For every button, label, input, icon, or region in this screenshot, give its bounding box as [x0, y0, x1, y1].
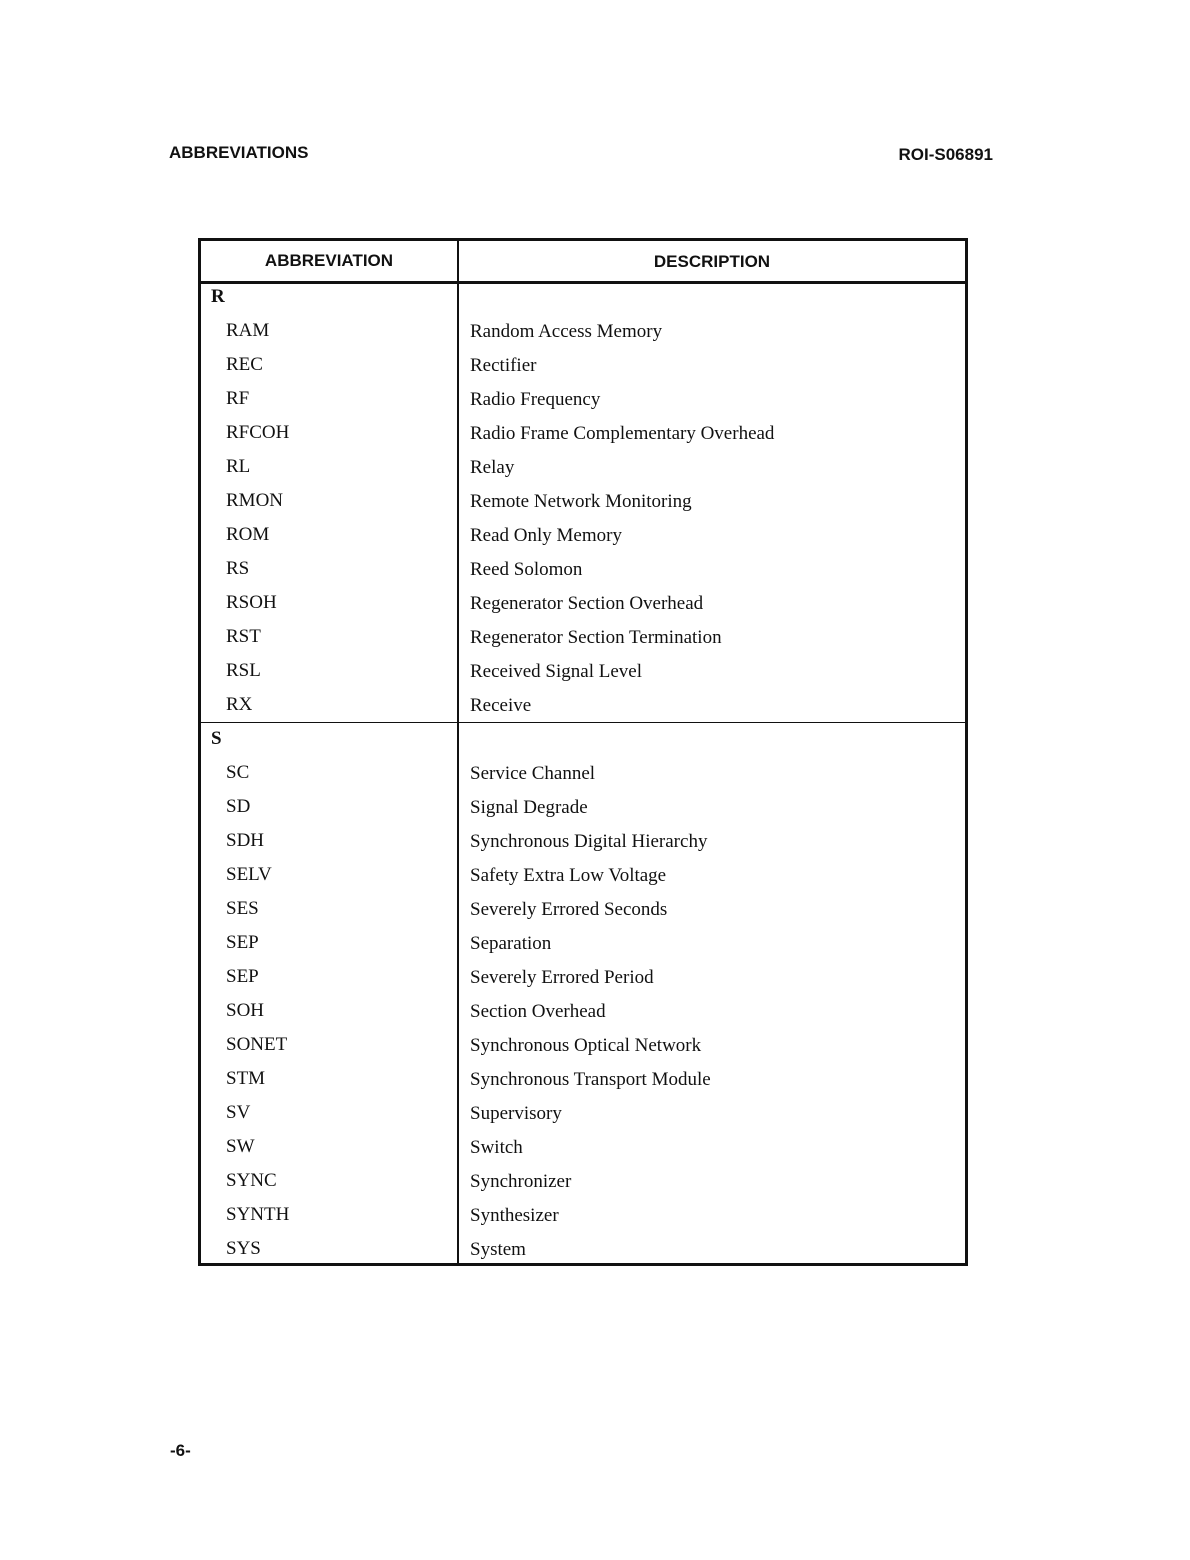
abbreviation-cell: RX — [226, 694, 253, 715]
abbreviation-cell: SC — [226, 762, 250, 783]
description-cell: Safety Extra Low Voltage — [470, 865, 667, 886]
table-row — [201, 1204, 965, 1238]
table-row — [201, 762, 965, 796]
table-row — [201, 1068, 965, 1102]
table-row — [201, 320, 965, 354]
table-row — [201, 864, 965, 898]
description-cell: Service Channel — [470, 763, 596, 784]
table-row — [201, 626, 965, 660]
abbreviation-cell: RSL — [226, 660, 261, 681]
abbreviation-cell: SEP — [226, 966, 259, 987]
description-cell: Regenerator Section Overhead — [470, 593, 704, 614]
table-row — [201, 1136, 965, 1170]
abbreviation-cell: RF — [226, 388, 250, 409]
abbreviation-cell: SONET — [226, 1034, 288, 1055]
description-cell: Switch — [470, 1137, 523, 1158]
page-number: -6- — [170, 1441, 191, 1460]
abbreviation-cell: SELV — [226, 864, 272, 885]
abbreviation-cell: RST — [226, 626, 261, 647]
abbreviations-table — [198, 238, 968, 1266]
description-cell: System — [470, 1239, 526, 1260]
abbreviation-cell: RL — [226, 456, 251, 477]
abbreviation-cell: RFCOH — [226, 422, 290, 443]
description-cell: Reed Solomon — [470, 559, 583, 580]
table-row — [201, 660, 965, 694]
table-row — [201, 354, 965, 388]
table-row — [201, 1170, 965, 1204]
table-row — [201, 932, 965, 966]
description-cell: Signal Degrade — [470, 797, 588, 818]
description-cell: Section Overhead — [470, 1001, 606, 1022]
description-cell: Severely Errored Period — [470, 967, 654, 988]
abbreviation-cell: RS — [226, 558, 250, 579]
description-cell: Synchronous Transport Module — [470, 1069, 711, 1090]
description-cell: Regenerator Section Termination — [470, 627, 722, 648]
table-row — [201, 592, 965, 626]
table-row — [201, 1102, 965, 1136]
description-cell: Rectifier — [470, 355, 537, 376]
abbreviation-cell: SW — [226, 1136, 255, 1157]
section-letter: R — [211, 286, 225, 307]
description-cell: Synchronizer — [470, 1171, 572, 1192]
table-row — [201, 1000, 965, 1034]
table-row — [201, 1034, 965, 1068]
abbreviation-cell: SDH — [226, 830, 265, 851]
table-row — [201, 694, 965, 728]
table-row — [201, 490, 965, 524]
description-cell: Separation — [470, 933, 552, 954]
table-row — [201, 422, 965, 456]
description-cell: Severely Errored Seconds — [470, 899, 668, 920]
table-row — [201, 830, 965, 864]
abbreviation-cell: SES — [226, 898, 259, 919]
description-cell: Relay — [470, 457, 515, 478]
abbreviation-cell: RMON — [226, 490, 284, 511]
description-cell: Radio Frame Complementary Overhead — [470, 423, 775, 444]
description-cell: Random Access Memory — [470, 321, 663, 342]
abbreviation-cell: REC — [226, 354, 263, 375]
abbreviation-cell: RAM — [226, 320, 270, 341]
section-row-r — [201, 286, 965, 320]
abbreviation-cell: SYS — [226, 1238, 261, 1259]
table-row — [201, 388, 965, 422]
document-id: ROI-S06891 — [898, 145, 993, 164]
description-cell: Supervisory — [470, 1103, 562, 1124]
abbreviation-cell: RSOH — [226, 592, 277, 613]
table-row — [201, 966, 965, 1000]
header-title: ABBREVIATIONS — [169, 143, 309, 162]
abbreviation-cell: SOH — [226, 1000, 265, 1021]
section-row-s — [201, 728, 965, 762]
description-cell: Read Only Memory — [470, 525, 622, 546]
table-row — [201, 456, 965, 490]
table-header — [201, 241, 965, 284]
description-cell: Radio Frequency — [470, 389, 601, 410]
table-body — [201, 286, 965, 1272]
table-row — [201, 898, 965, 932]
abbreviation-cell: SYNTH — [226, 1204, 290, 1225]
column-header-abbreviation: ABBREVIATION — [264, 251, 394, 270]
abbreviation-cell: STM — [226, 1068, 266, 1089]
description-cell: Synchronous Optical Network — [470, 1035, 702, 1056]
description-cell: Synthesizer — [470, 1205, 559, 1226]
table-row — [201, 1238, 965, 1272]
abbreviation-cell: SYNC — [226, 1170, 277, 1191]
table-row — [201, 524, 965, 558]
column-header-description: DESCRIPTION — [653, 252, 771, 271]
description-cell: Synchronous Digital Hierarchy — [470, 831, 708, 852]
description-cell: Remote Network Monitoring — [470, 491, 692, 512]
abbreviation-cell: ROM — [226, 524, 270, 545]
description-cell: Received Signal Level — [470, 661, 642, 682]
table-row — [201, 796, 965, 830]
abbreviation-cell: SV — [226, 1102, 251, 1123]
description-cell: Receive — [470, 695, 532, 716]
table-row — [201, 558, 965, 592]
section-letter: S — [211, 728, 222, 749]
abbreviation-cell: SD — [226, 796, 251, 817]
abbreviation-cell: SEP — [226, 932, 259, 953]
